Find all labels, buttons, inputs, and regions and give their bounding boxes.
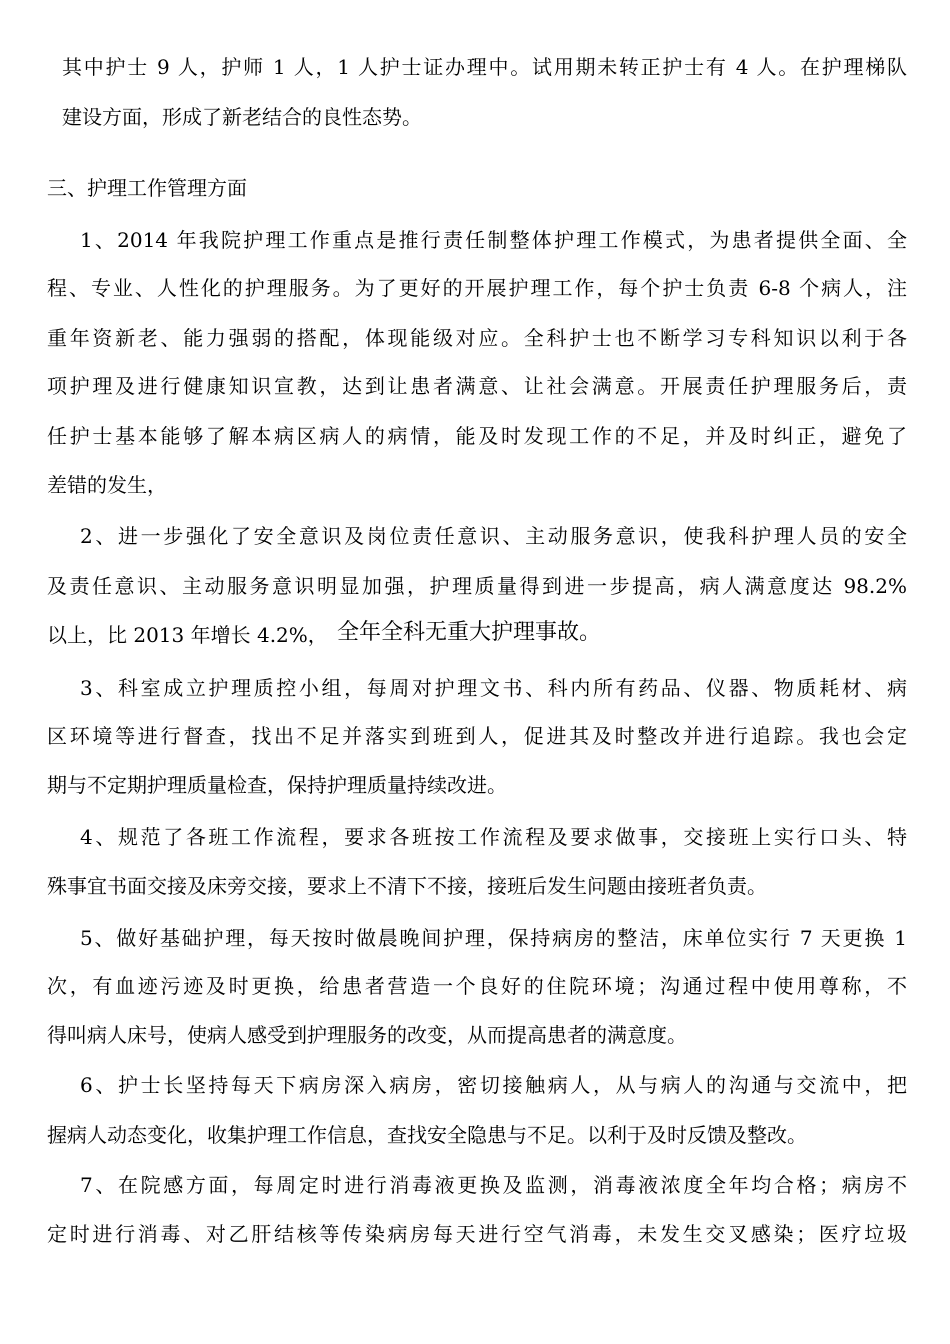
paragraph-line: 定时进行消毒、对乙肝结核等传染病房每天进行空气消毒，未发生交叉感染；医疗垃圾 xyxy=(47,1222,907,1246)
paragraph-line: 及责任意识、主动服务意识明显加强，护理质量得到进一步提高，病人满意度达 98.2% xyxy=(47,574,907,598)
paragraph-line: 2、进一步强化了安全意识及岗位责任意识、主动服务意识，使我科护理人员的安全 xyxy=(80,524,907,548)
paragraph-line: 得叫病人床号，使病人感受到护理服务的改变，从而提高患者的满意度。 xyxy=(47,1023,687,1047)
paragraph-line: 期与不定期护理质量检查，保持护理质量持续改进。 xyxy=(47,773,507,797)
paragraph-line: 重年资新老、能力强弱的搭配，体现能级对应。全科护士也不断学习专科知识以利于各 xyxy=(47,326,907,350)
paragraph-line: 程、专业、人性化的护理服务。为了更好的开展护理工作，每个护士负责 6-8 个病人，注 xyxy=(47,276,907,300)
paragraph-line: 次，有血迹污迹及时更换，给患者营造一个良好的住院环境；沟通过程中使用尊称，不 xyxy=(47,974,907,998)
paragraph-line: 6、护士长坚持每天下病房深入病房，密切接触病人，从与病人的沟通与交流中，把 xyxy=(80,1073,907,1097)
paragraph-line: 1、2014 年我院护理工作重点是推行责任制整体护理工作模式，为患者提供全面、全 xyxy=(80,228,907,252)
paragraph-line: 7、在院感方面，每周定时进行消毒液更换及监测，消毒液浓度全年均合格；病房不 xyxy=(80,1173,907,1197)
paragraph-line: 项护理及进行健康知识宣教，达到让患者满意、让社会满意。开展责任护理服务后，责 xyxy=(47,374,907,398)
paragraph-line: 3、科室成立护理质控小组，每周对护理文书、科内所有药品、仪器、物质耗材、病 xyxy=(80,676,907,700)
paragraph-line: 区环境等进行督查，找出不足并落实到班到人，促进其及时整改并进行追踪。我也会定 xyxy=(47,724,907,748)
paragraph-line: 握病人动态变化，收集护理工作信息，查找安全隐患与不足。以利于及时反馈及整改。 xyxy=(47,1123,807,1147)
paragraph-line: 以上，比 2013 年增长 4.2%， xyxy=(47,623,328,647)
emphasis-text: 全年全科无重大护理事故。 xyxy=(337,620,602,645)
paragraph-line: 任护士基本能够了解本病区病人的病情，能及时发现工作的不足，并及时纠正，避免了 xyxy=(47,424,907,448)
paragraph-line: 殊事宜书面交接及床旁交接，要求上不清下不接，接班后发生问题由接班者负责。 xyxy=(47,874,767,898)
paragraph-line: 差错的发生， xyxy=(47,473,167,497)
paragraph-line: 建设方面，形成了新老结合的良性态势。 xyxy=(62,105,422,129)
paragraph-line: 4、规范了各班工作流程，要求各班按工作流程及要求做事，交接班上实行口头、特 xyxy=(80,825,907,849)
paragraph-line: 5、做好基础护理，每天按时做晨晚间护理，保持病房的整洁，床单位实行 7 天更换 1 xyxy=(80,926,907,950)
section-heading: 三、护理工作管理方面 xyxy=(47,176,247,200)
paragraph-line: 其中护士 9 人，护师 1 人，1 人护士证办理中。试用期未转正护士有 4 人。在护理梯队 xyxy=(62,55,907,79)
